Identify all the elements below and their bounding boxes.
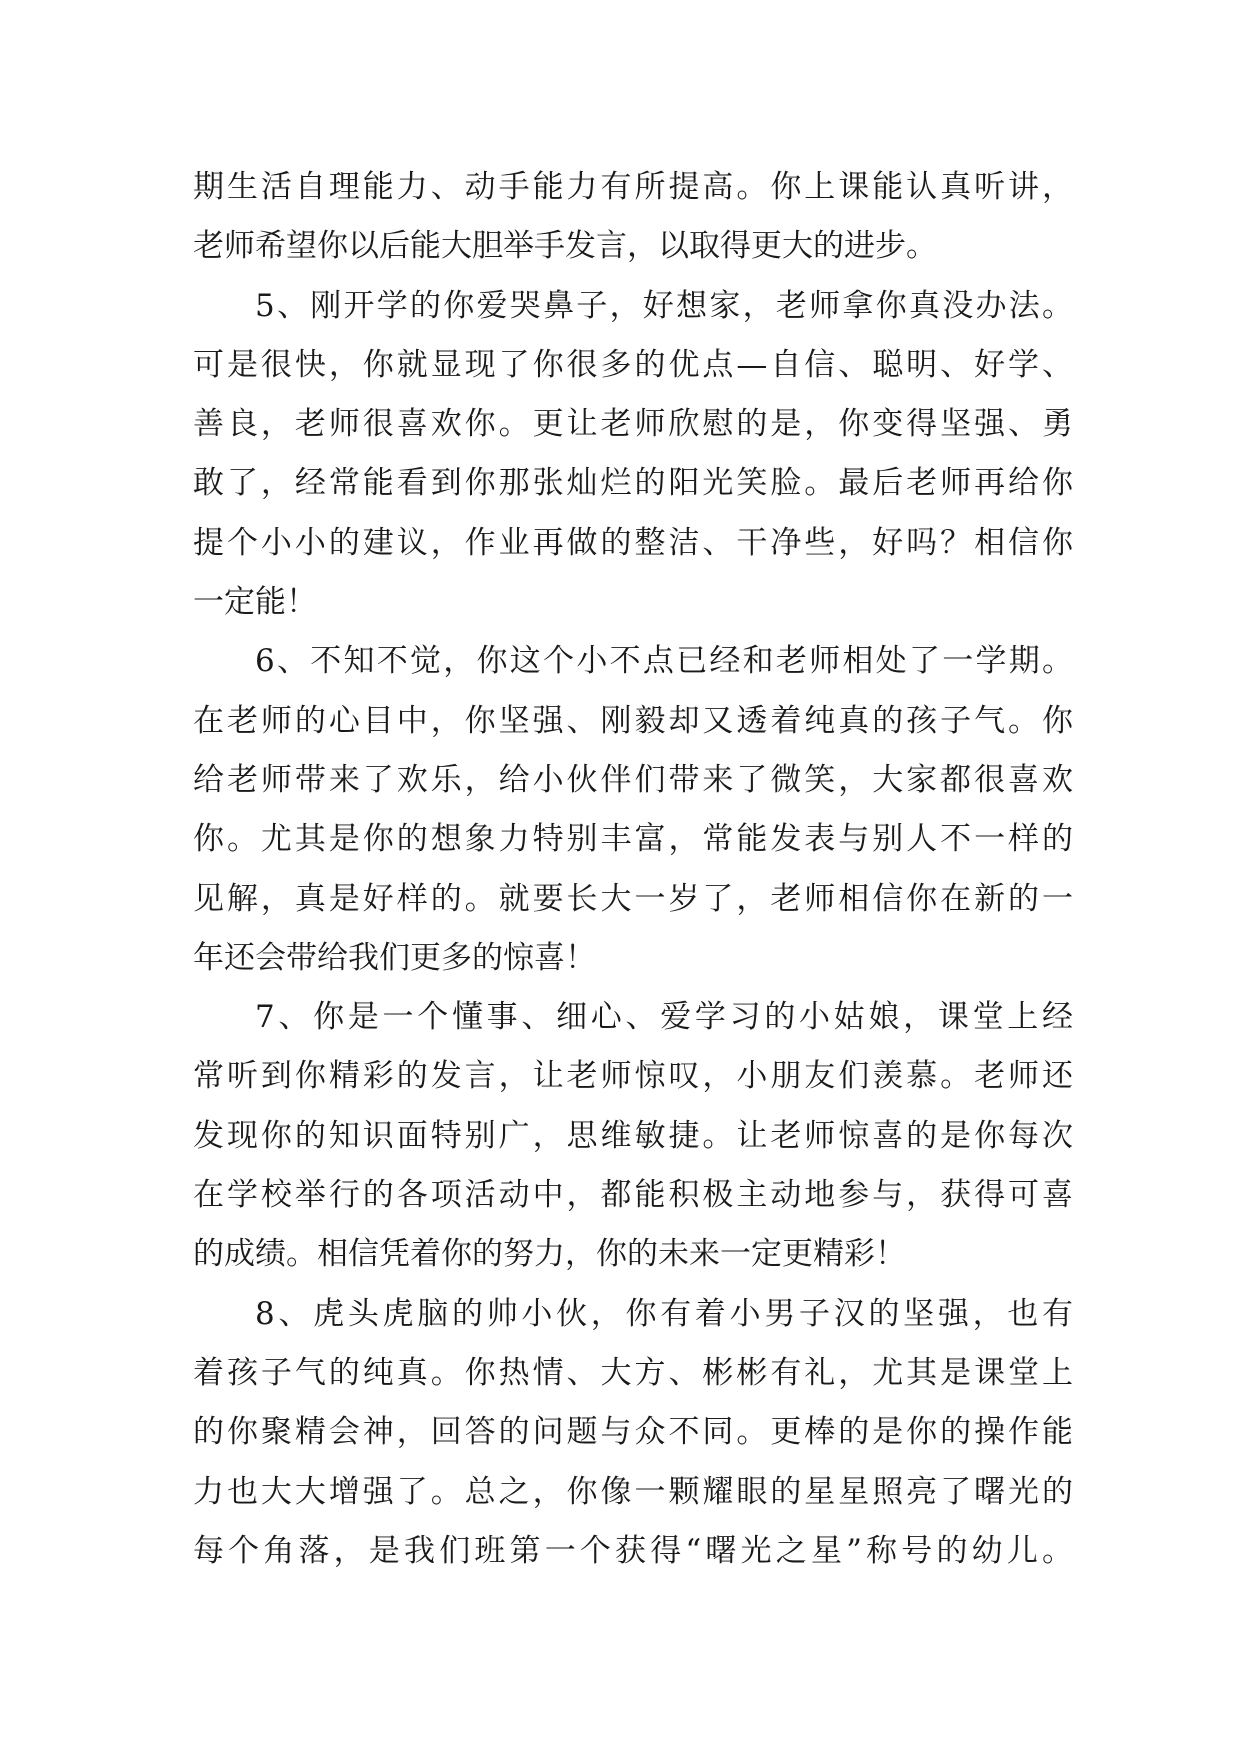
text-line: 提个小小的建议，作业再做的整洁、干净些，好吗？相信你: [193, 524, 1073, 561]
text-line: 的成绩。相信凭着你的努力，你的未来一定更精彩！: [193, 1236, 906, 1273]
paragraph-8-first-line: 8、虎头虎脑的帅小伙，你有着小男子汉的坚强，也有: [255, 1295, 1073, 1332]
paragraph-6-first-line: 6、不知不觉，你这个小不点已经和老师相处了一学期。: [255, 643, 1073, 680]
text-line: 你。尤其是你的想象力特别丰富，常能发表与别人不一样的: [193, 821, 1073, 858]
paragraph-5-first-line: 5、刚开学的你爱哭鼻子，好想家，老师拿你真没办法。: [255, 287, 1073, 324]
text-line: 可是很快，你就显现了你很多的优点—自信、聪明、好学、: [193, 346, 1073, 383]
text-line: 常听到你精彩的发言，让老师惊叹，小朋友们羡慕。老师还: [193, 1058, 1073, 1095]
text-line: 见解，真是好样的。就要长大一岁了，老师相信你在新的一: [193, 880, 1073, 917]
body-text: [193, 158, 1073, 1581]
text-line: 的你聚精会神，回答的问题与众不同。更棒的是你的操作能: [193, 1414, 1073, 1451]
text-line: 力也大大增强了。总之，你像一颗耀眼的星星照亮了曙光的: [193, 1473, 1073, 1510]
text-line: 在学校举行的各项活动中，都能积极主动地参与，获得可喜: [193, 1177, 1073, 1214]
text-line: 敢了，经常能看到你那张灿烂的阳光笑脸。最后老师再给你: [193, 465, 1073, 502]
text-line: 给老师带来了欢乐，给小伙伴们带来了微笑，大家都很喜欢: [193, 761, 1073, 798]
paragraph-7-first-line: 7、你是一个懂事、细心、爱学习的小姑娘，课堂上经: [255, 999, 1073, 1036]
text-line: 一定能！: [193, 584, 317, 621]
text-line: 在老师的心目中，你坚强、刚毅却又透着纯真的孩子气。你: [193, 702, 1073, 739]
text-line: 期生活自理能力、动手能力有所提高。你上课能认真听讲，: [193, 169, 1073, 205]
text-line: 发现你的知识面特别广，思维敏捷。让老师惊喜的是你每次: [193, 1117, 1073, 1154]
text-line: 善良，老师很喜欢你。更让老师欣慰的是，你变得坚强、勇: [193, 406, 1073, 443]
text-line: 年还会带给我们更多的惊喜！: [193, 939, 596, 976]
text-line: 着孩子气的纯真。你热情、大方、彬彬有礼，尤其是课堂上: [193, 1354, 1073, 1391]
text-line: 老师希望你以后能大胆举手发言，以取得更大的进步。: [193, 228, 937, 265]
text-line: 每个角落，是我们班第一个获得“曙光之星”称号的幼儿。: [193, 1532, 1073, 1569]
